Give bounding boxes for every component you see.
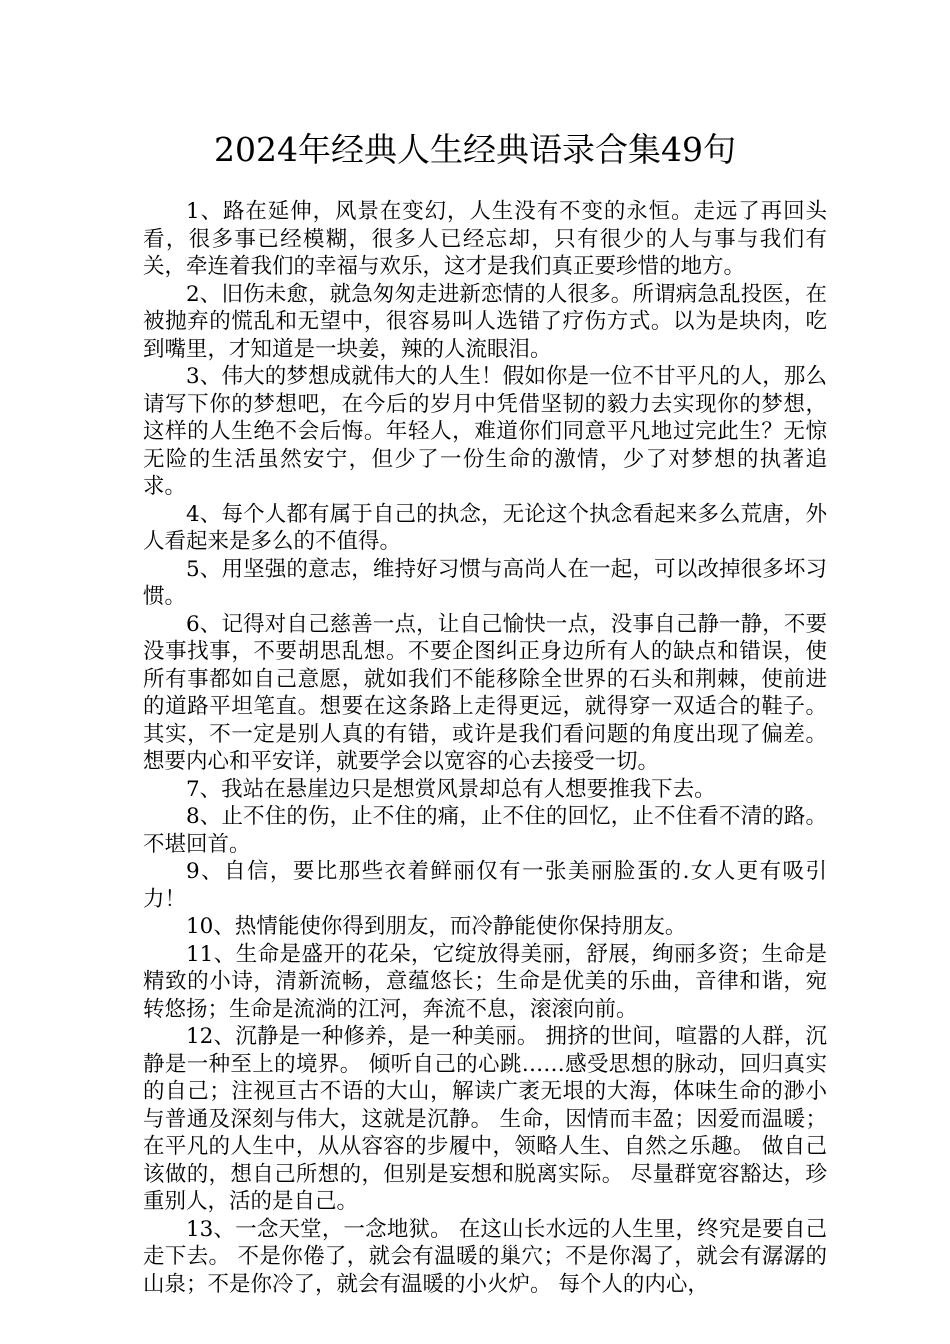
page-title: 2024年经典人生经典语录合集49句 bbox=[214, 130, 736, 169]
paragraph: 1、路在延伸，风景在变幻，人生没有不变的永恒。走远了再回头看，很多事已经模糊，很多人已经忘却，只有很少的人与事与我们有关，牵连着我们的幸福与欢乐，这才是我们真正要珍惜的地方。 bbox=[143, 199, 827, 279]
document-body bbox=[143, 198, 827, 1298]
paragraph: 10、热情能使你得到朋友，而冷静能使你保持朋友。 bbox=[186, 914, 687, 939]
paragraph: 8、止不住的伤，止不住的痛，止不住的回忆，止不住看不清的路。不堪回首。 bbox=[143, 804, 827, 857]
paragraph: 7、我站在悬崖边只是想赏风景却总有人想要推我下去。 bbox=[186, 776, 716, 802]
paragraph: 13、一念天堂，一念地狱。 在这山长水远的人生里，终究是要自己走下去。 不是你倦了，就会有温暖的巢穴；不是你渴了，就会有潺潺的山泉；不是你冷了，就会有温暖的小火炉。 每个人的内心， bbox=[143, 1216, 827, 1297]
paragraph: 11、生命是盛开的花朵，它绽放得美丽，舒展，绚丽多资；生命是精致的小诗，清新流畅，意蕴悠长；生命是优美的乐曲，音律和谐，宛转悠扬；生命是流淌的江河，奔流不息，滚滚向前。 bbox=[143, 941, 827, 1022]
paragraph: 4、每个人都有属于自己的执念，无论这个执念看起来多么荒唐，外人看起来是多么的不值得。 bbox=[143, 501, 827, 554]
paragraph: 9、自信，要比那些衣着鲜丽仅有一张美丽脸蛋的.女人更有吸引力！ bbox=[143, 859, 827, 912]
paragraph: 2、旧伤未愈，就急匆匆走进新恋情的人很多。所谓病急乱投医，在被抛弃的慌乱和无望中，很容易叫人选错了疗伤方式。以为是块肉，吃到嘴里，才知道是一块姜，辣的人流眼泪。 bbox=[143, 281, 827, 362]
paragraph: 6、记得对自己慈善一点，让自己愉快一点，没事自己静一静，不要没事找事，不要胡思乱想。不要企图纠正身边所有人的缺点和错误，使所有事都如自己意愿，就如我们不能移除全世界的石头和荆棘，使前进的道路平坦笔直。想要在这条路上走得更远，就得穿一双适合的鞋子。其实，不一定是别人真的有错，或许是我们看问题的角度出现了偏差。想要内心和平安详，就要学会以宽容的心去接受一切。 bbox=[143, 611, 827, 774]
paragraph: 3、伟大的梦想成就伟大的人生！假如你是一位不甘平凡的人，那么请写下你的梦想吧，在今后的岁月中凭借坚韧的毅力去实现你的梦想，这样的人生绝不会后悔。年轻人，难道你们同意平凡地过完此生？无惊无险的生活虽然安宁，但少了一份生命的激情，少了对梦想的执著追求。 bbox=[143, 364, 827, 499]
paragraph: 5、用坚强的意志，维持好习惯与高尚人在一起，可以改掉很多坏习惯。 bbox=[143, 556, 827, 609]
paragraph: 12、沉静是一种修养，是一种美丽。 拥挤的世间，喧嚣的人群，沉静是一种至上的境界。 倾听自己的心跳……感受思想的脉动，回归真实的自己；注视亘古不语的大山，解读广袤无垠的大海，体味生命的渺小与普通及深刻与伟大，这就是沉静。 生命，因情而丰盈；因爱而温暖；在平凡的人生中，从从容容的步履中，领略人生、自然之乐趣。 做自己该做的，想自己所想的，但别是妄想和脱离实际。 尽量群宽容豁达，珍重别人，活的是自己。 bbox=[143, 1024, 827, 1214]
